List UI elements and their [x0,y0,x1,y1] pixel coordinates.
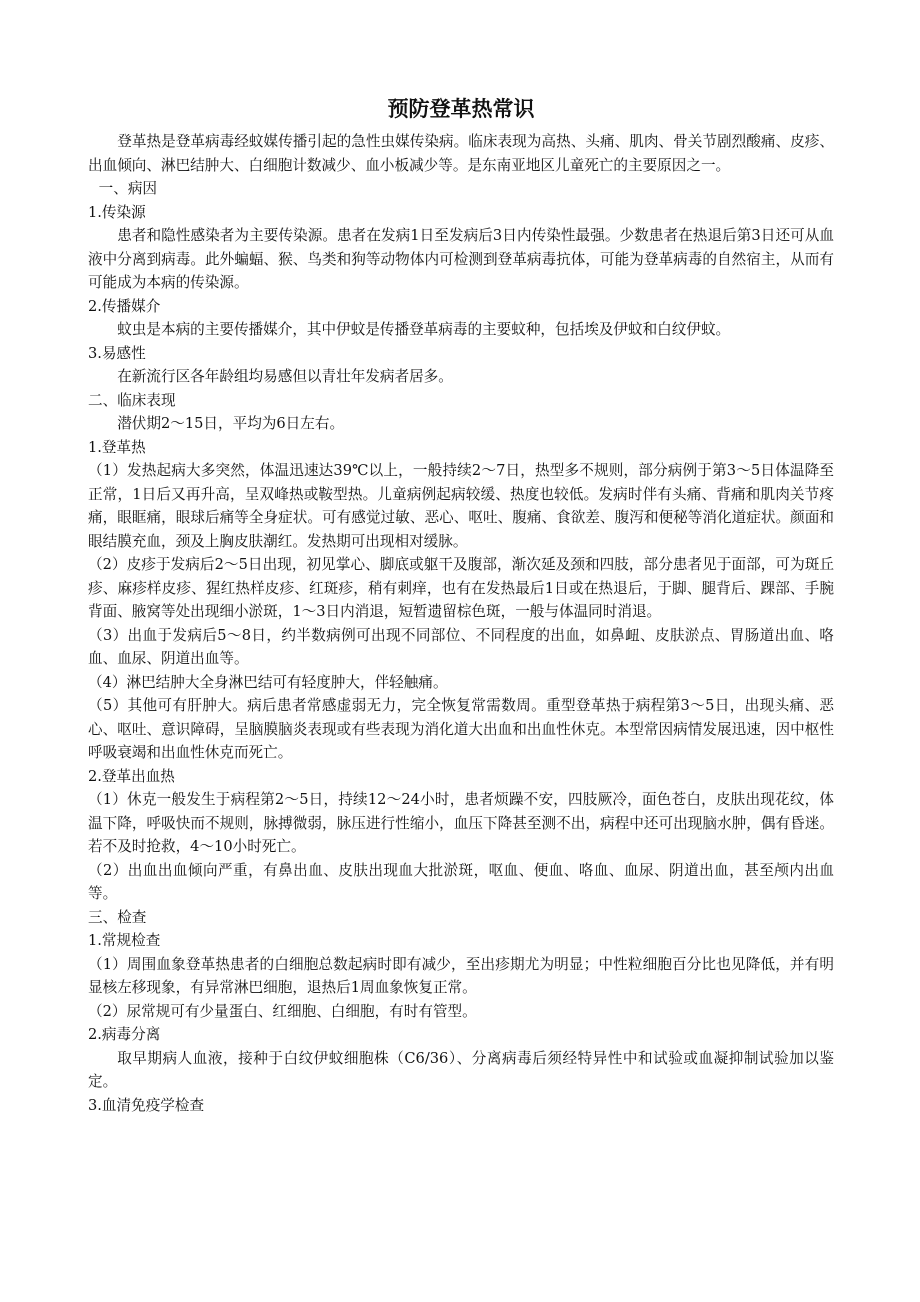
subheading-infection-source: 1.传染源 [88,203,146,221]
subheading-dengue-hemorrhagic-fever: 2.登革出血热 [88,767,175,785]
subheading-susceptibility: 3.易感性 [88,344,146,362]
list-item: （2）尿常规可有少量蛋白、红细胞、白细胞，有时有管型。 [88,1002,477,1020]
document-title: 预防登革热常识 [387,97,535,121]
paragraph-transmission: 蚊虫是本病的主要传播媒介，其中伊蚊是传播登革病毒的主要蚊种，包括埃及伊蚊和白纹伊蚊。 [117,321,731,338]
subheading-serology: 3.血清免疫学检查 [88,1096,205,1114]
subheading-dengue-fever: 1.登革热 [88,438,146,456]
list-item: （4）淋巴结肿大全身淋巴结可有轻度肿大，伴轻触痛。 [88,673,448,691]
list-item: （2）出血出血倾向严重，有鼻出血、皮肤出现血大批淤斑，呕血、便血、咯血、血尿、阴道出血，甚至颅内出血等。 [88,861,834,902]
section-heading-examination: 三、检查 [88,908,147,926]
list-item: （1）休克一般发生于病程第2～5日，持续12～24小时，患者烦躁不安，四肢厥冷，面色苍白，皮肤出现花纹，体温下降，呼吸快而不规则，脉搏微弱，脉压进行性缩小，血压下降甚至测不出，病程中还可出现脑水肿，偶有昏迷。若不及时抢救，4～10小时死亡。 [88,791,834,855]
paragraph-incubation: 潜伏期2～15日，平均为6日左右。 [117,415,345,432]
section-heading-etiology: 一、病因 [94,180,158,197]
paragraph-infection-source: 患者和隐性感染者为主要传染源。患者在发病1日至发病后3日内传染性最强。少数患者在热退后第3日还可从血液中分离到病毒。此外蝙蝠、猴、鸟类和狗等动物体内可检测到登革病毒抗体，可能为登革病毒的自然宿主，从而有可能成为本病的传染源。 [88,227,834,291]
document-page [88,94,834,1117]
subheading-transmission: 2.传播媒介 [88,297,161,315]
paragraph-susceptibility: 在新流行区各年龄组均易感但以青壮年发病者居多。 [117,368,453,385]
list-item: （1）周围血象登革热患者的白细胞总数起病时即有减少，至出疹期尤为明显；中性粒细胞百分比也见降低，并有明显核左移现象，有异常淋巴细胞，退热后1周血象恢复正常。 [88,955,834,996]
list-item: （5）其他可有肝肿大。病后患者常感虚弱无力，完全恢复常需数周。重型登革热于病程第3～5日，出现头痛、恶心、呕吐、意识障碍，呈脑膜脑炎表现或有些表现为消化道大出血和出血性休克。本型常因病情发展迅速，因中枢性呼吸衰竭和出血性休克而死亡。 [88,697,834,761]
list-item: （1）发热起病大多突然，体温迅速达39℃以上，一般持续2～7日，热型多不规则，部分病例于第3～5日体温降至正常，1日后又再升高，呈双峰热或鞍型热。儿童病例起病较缓、热度也较低。发病时伴有头痛、背痛和肌肉关节疼痛，眼眶痛，眼球后痛等全身症状。可有感觉过敏、恶心、呕吐、腹痛、食欲差、腹泻和便秘等消化道症状。颜面和眼结膜充血，颈及上胸皮肤潮红。发热期可出现相对缓脉。 [88,462,834,550]
subheading-virus-isolation: 2.病毒分离 [88,1026,161,1043]
subheading-routine-exam: 1.常规检查 [88,932,161,949]
list-item: （2）皮疹于发病后2～5日出现，初见掌心、脚底或躯干及腹部，渐次延及颈和四肢，部分患者见于面部，可为斑丘疹、麻疹样皮疹、猩红热样皮疹、红斑疹，稍有刺痒，也有在发热最后1日或在热退后，于脚、腿背后、踝部、手腕背面、腋窝等处出现细小淤斑，1～3日内消退，短暂遗留棕色斑，一般与体温同时消退。 [88,556,834,620]
section-heading-clinical: 二、临床表现 [88,391,176,409]
paragraph-virus-isolation: 取早期病人血液，接种于白纹伊蚊细胞株（C6/36）、分离病毒后须经特异性中和试验或血凝抑制试验加以鉴定。 [88,1049,834,1090]
list-item: （3）出血于发病后5～8日，约半数病例可出现不同部位、不同程度的出血，如鼻衄、皮肤淤点、胃肠道出血、咯血、血尿、阴道出血等。 [88,626,834,667]
intro-paragraph: 登革热是登革病毒经蚊媒传播引起的急性虫媒传染病。临床表现为高热、头痛、肌肉、骨关节剧烈酸痛、皮疹、出血倾向、淋巴结肿大、白细胞计数减少、血小板减少等。是东南亚地区儿童死亡的主要原因之一。 [88,133,834,174]
